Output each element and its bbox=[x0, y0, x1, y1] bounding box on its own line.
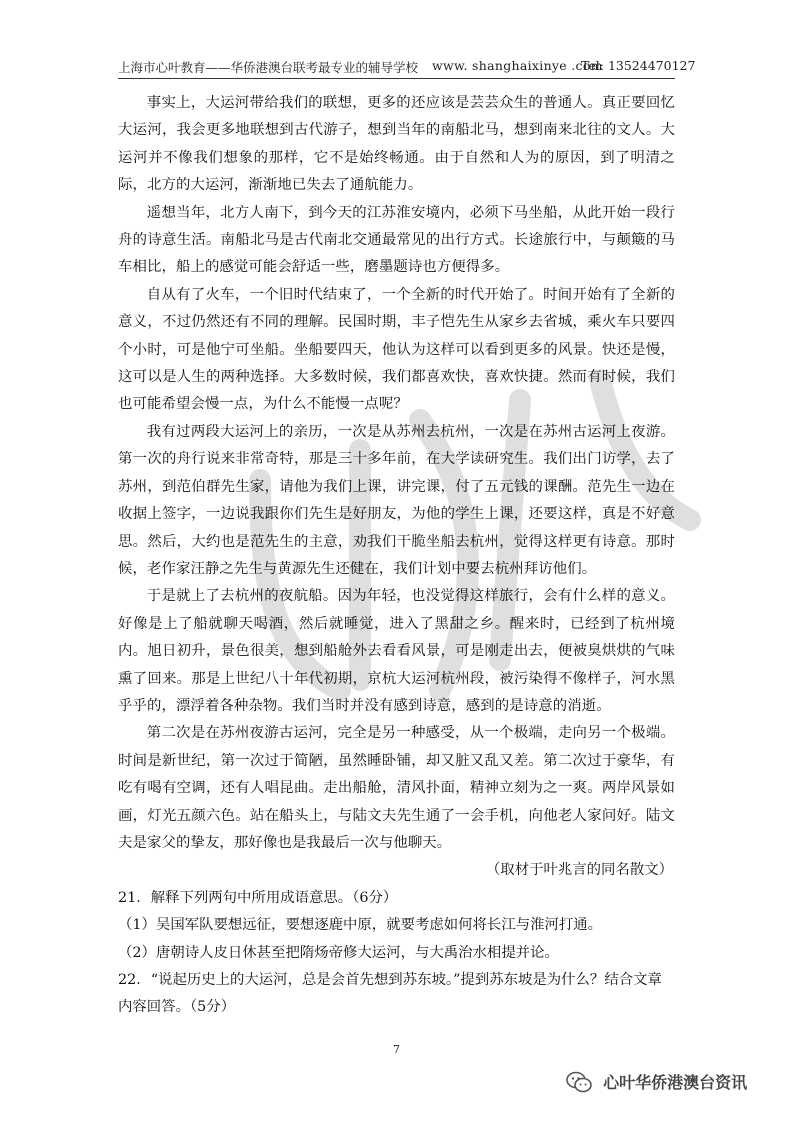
source-citation: （取材于叶兆言的同名散文） bbox=[485, 862, 673, 879]
header-telephone: Tel: 13524470127 bbox=[581, 58, 696, 73]
page-number: 7 bbox=[393, 1043, 400, 1056]
footer-brand bbox=[566, 1070, 747, 1100]
paragraph-5: 于是就上了去杭州的夜航船。因为年轻，也没觉得这样旅行，会有什么样的意义。好像是上了船就聊天喝酒，然后就睡觉，进入了黑甜之乡。醒来时，已经到了杭州境内。旭日初升，景色很美，想到船舱外去看看风景，可是刚走出去，便被臭烘烘的气味熏了回来。那是上世纪八十年代初期，京杭大运河杭州段，被污染得不像样子，河水黑乎乎的，漂浮着各种杂物。我们当时并没有感到诗意，感到的是诗意的消逝。 bbox=[118, 588, 675, 714]
paragraph-6: 第二次是在苏州夜游古运河，完全是另一种感受，从一个极端，走向另一个极端。时间是新世纪，第一次过于简陋，虽然睡卧铺，却又脏又乱又差。第二次过于豪华，有吃有喝有空调，还有人唱昆曲。走出船舱，清风扑面，精神立刻为之一爽。两岸风景如画，灯光五颜六色。站在船头上，与陆文夫先生通了一会手机，向他老人家问好。陆文夫是家父的挚友，那好像也是我最后一次与他聊天。 bbox=[118, 725, 675, 851]
footer-brand-name: 心叶华侨港澳台资讯 bbox=[603, 1073, 748, 1092]
article-body bbox=[118, 90, 675, 1022]
wechat-icon bbox=[566, 1071, 592, 1093]
question-21-item-1: （1）吴国军队要想远征，要想逐鹿中原，就要考虑如何将长江与淮河打通。 bbox=[118, 917, 603, 934]
header-website[interactable]: www. shanghaixinye .com bbox=[432, 58, 603, 73]
header-divider bbox=[118, 78, 675, 79]
paragraph-2: 遥想当年，北方人南下，到今天的江苏淮安境内，必须下马坐船，从此开始一段行舟的诗意生活。南船北马是古代南北交通最常见的出行方式。长途旅行中，与颠簸的马车相比，船上的感觉可能会舒适一些，磨墨题诗也方便得多。 bbox=[118, 204, 675, 276]
paragraph-1: 事实上，大运河带给我们的联想，更多的还应该是芸芸众生的普通人。真正要回忆大运河，我会更多地联想到古代游子，想到当年的南船北马，想到南来北往的文人。大运河并不像我们想象的那样，它不是始终畅通。由于自然和人为的原因，到了明清之际，北方的大运河，渐渐地已失去了通航能力。 bbox=[118, 95, 675, 194]
header-school-name: 上海市心叶教育——华侨港澳台联考最专业的辅导学校 bbox=[118, 60, 419, 75]
question-22: 22．“说起历史上的大运河，总是会首先想到苏东坡。”提到苏东坡是为什么？结合文章内容回答。（5分） bbox=[118, 972, 662, 1016]
paragraph-4: 我有过两段大运河上的亲历，一次是从苏州去杭州，一次是在苏州古运河上夜游。第一次的舟行说来非常奇特，那是三十多年前，在大学读研究生。我们出门访学，去了苏州，到范伯群先生家，请他为我们上课，讲完课，付了五元钱的课酬。范先生一边在收据上签字，一边说我跟你们先生是好朋友，为他的学生上课，还要这样，真是不好意思。然后，大约也是范先生的主意，劝我们干脆坐船去杭州，觉得这样更有诗意。那时候，老作家汪静之先生与黄源先生还健在，我们计划中要去杭州拜访他们。 bbox=[118, 423, 675, 577]
page-header bbox=[118, 58, 696, 78]
question-21-item-2: （2）唐朝诗人皮日休甚至把隋炀帝修大运河，与大禹治水相提并论。 bbox=[118, 944, 559, 961]
question-21: 21．解释下列两句中所用成语意思。（6分） bbox=[118, 889, 398, 906]
paragraph-3: 自从有了火车，一个旧时代结束了，一个全新的时代开始了。时间开始有了全新的意义，不过仍然还有不同的理解。民国时期，丰子恺先生从家乡去省城，乘火车只要四个小时，可是他宁可坐船。坐船要四天，他认为这样可以看到更多的风景。快还是慢，这可以是人生的两种选择。大多数时候，我们都喜欢快，喜欢快捷。然而有时候，我们也可能希望会慢一点，为什么不能慢一点呢？ bbox=[118, 286, 675, 413]
